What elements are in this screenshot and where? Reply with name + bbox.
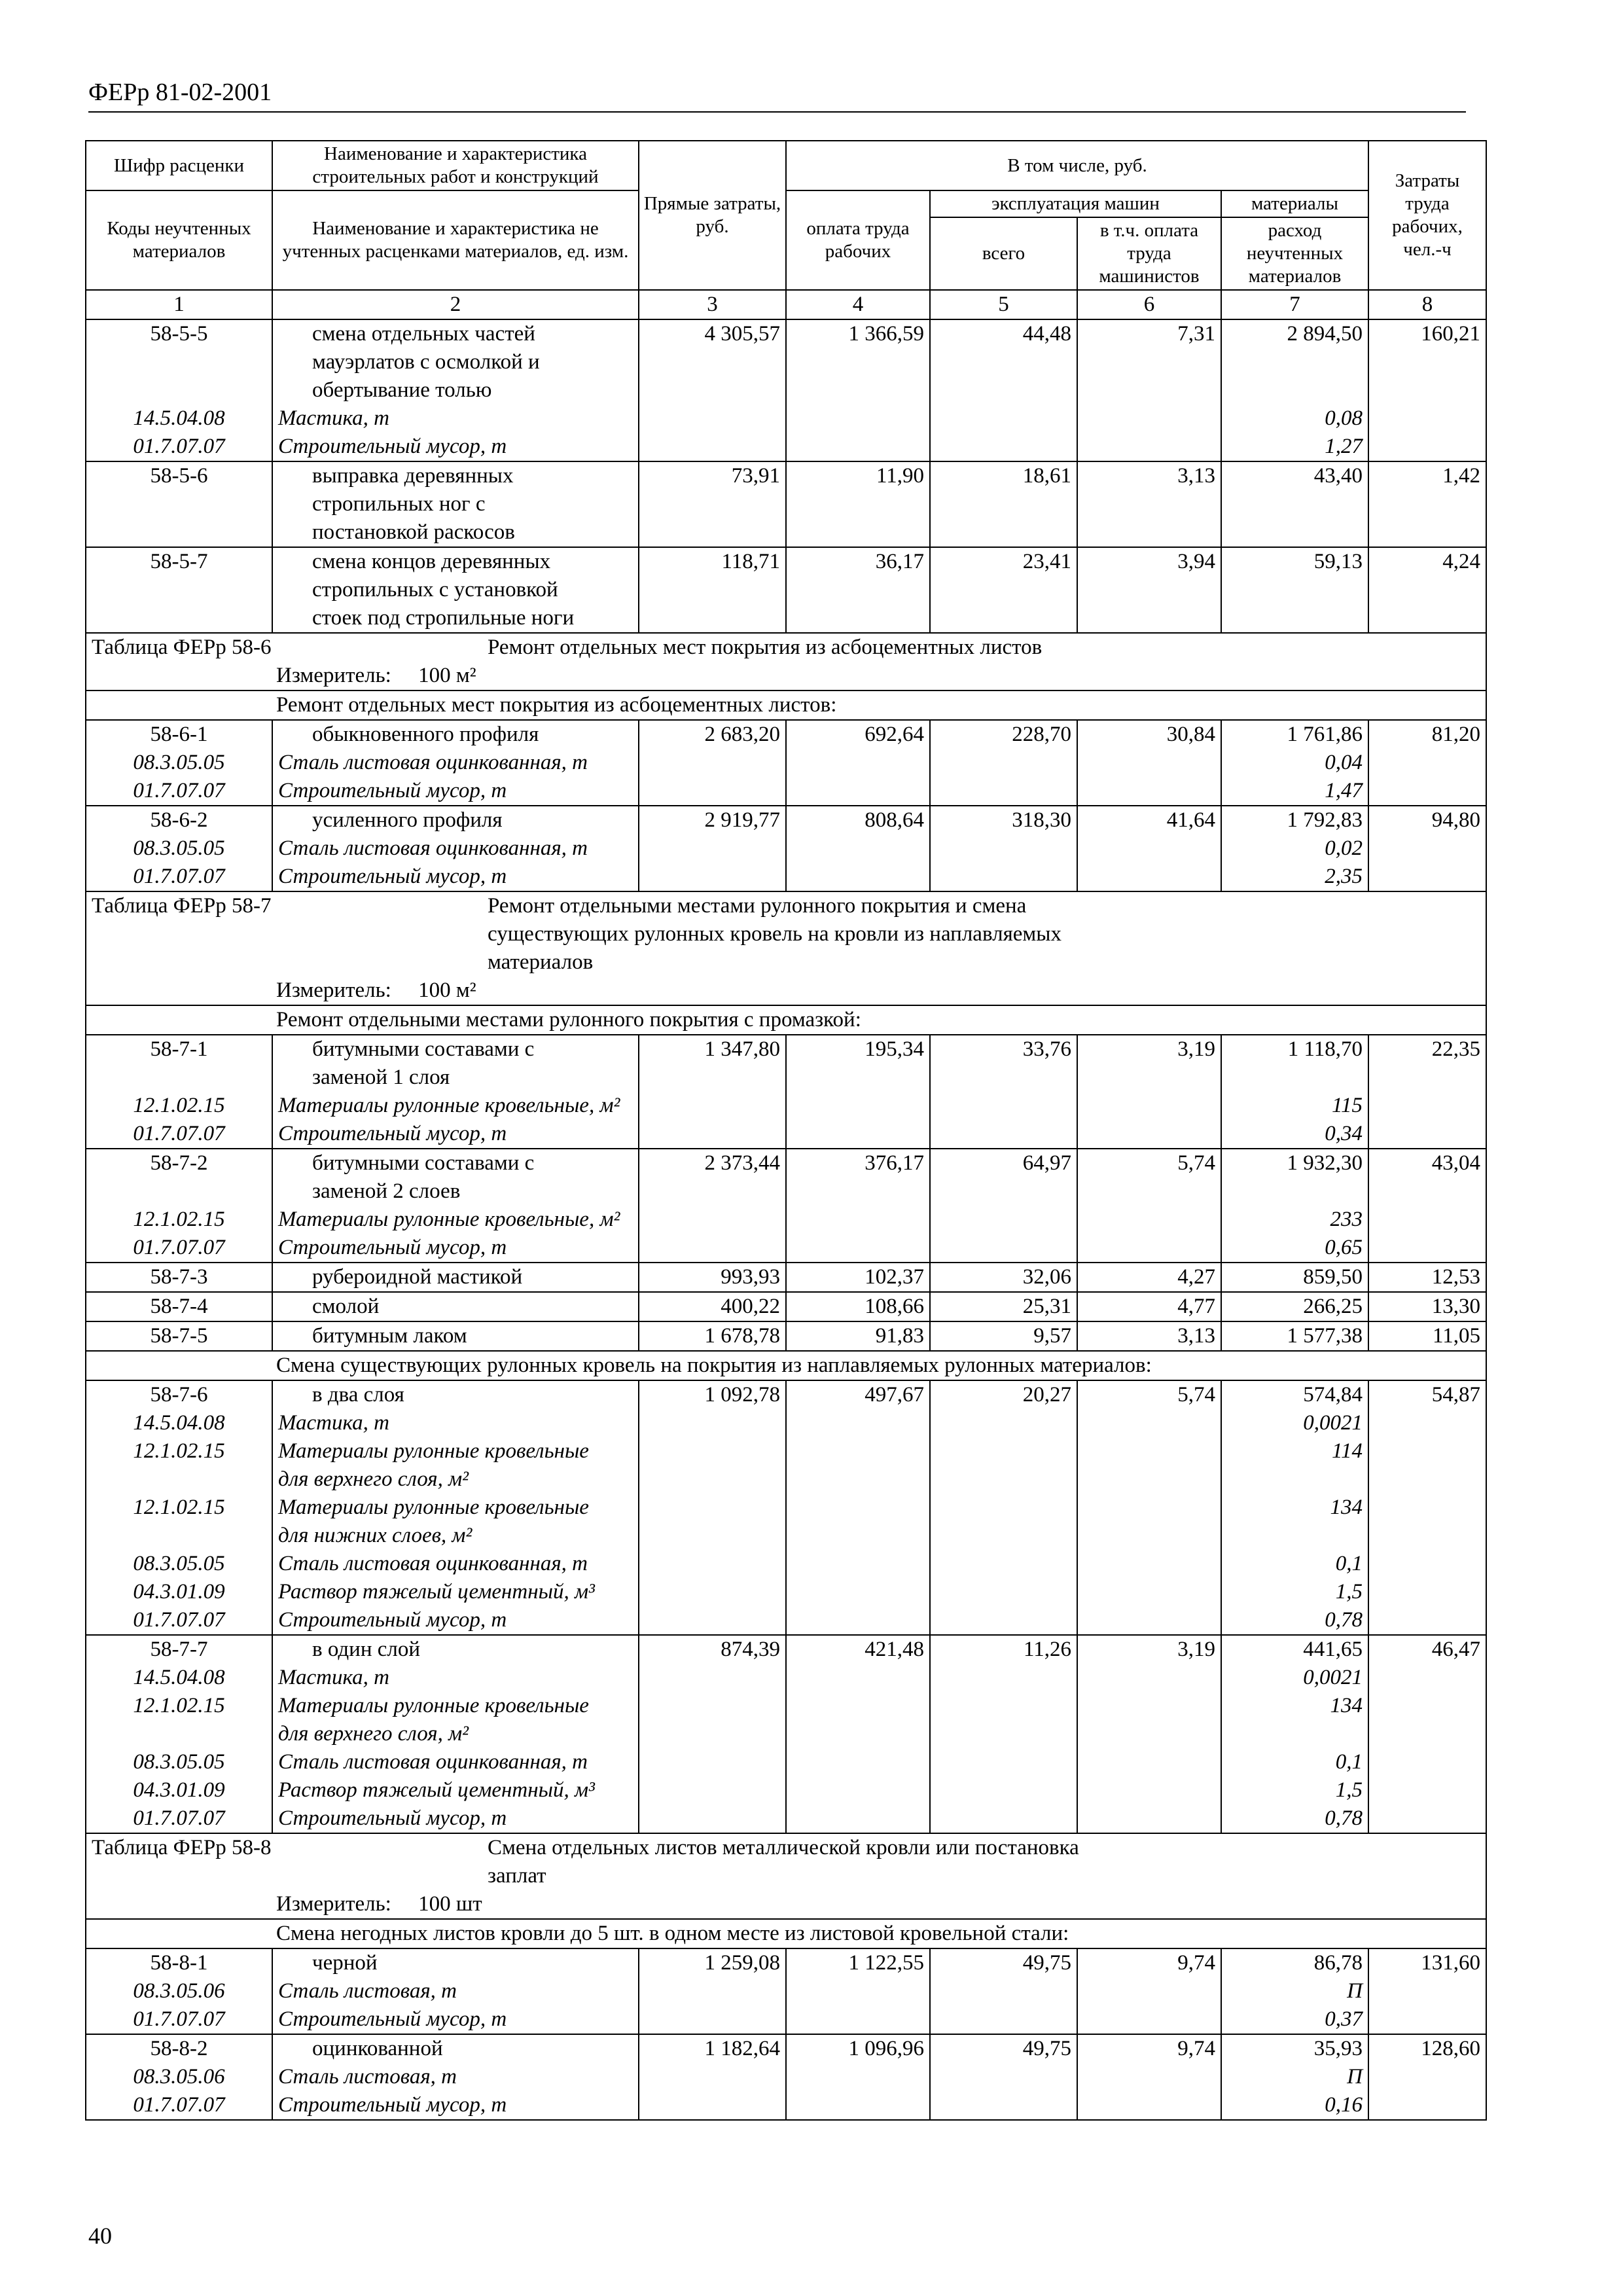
work-name: рубероидной мастикой [272, 1263, 639, 1292]
material-code: 08.3.05.05 [86, 749, 272, 777]
materials: 1 577,38 [1221, 1321, 1368, 1351]
col-header-8: Затраты труда рабочих, чел.-ч [1368, 141, 1486, 290]
table-title-row [86, 891, 1486, 977]
material-name: Строительный мусор, т [272, 1234, 639, 1263]
material-code: 12.1.02.15 [86, 1494, 272, 1550]
labor-hours: 131,60 [1368, 1948, 1486, 1977]
material-name: Сталь листовая оцинкованная, т [272, 1748, 639, 1776]
material-code: 01.7.07.07 [86, 777, 272, 806]
rate-code: 58-6-2 [86, 806, 272, 834]
labor-pay: 497,67 [786, 1380, 930, 1409]
col-num: 1 [86, 290, 272, 319]
direct-cost: 1 347,80 [639, 1035, 786, 1092]
materials: 1 118,70 [1221, 1035, 1368, 1092]
labor-hours: 54,87 [1368, 1380, 1486, 1409]
col-num: 4 [786, 290, 930, 319]
materials: 1 761,86 [1221, 720, 1368, 749]
rate-code: 58-6-1 [86, 720, 272, 749]
header-row-1 [86, 141, 1486, 190]
table-row [86, 1635, 1486, 1664]
machine-total: 32,06 [930, 1263, 1077, 1292]
labor-pay: 108,66 [786, 1292, 930, 1321]
material-qty: 0,08 [1221, 404, 1368, 433]
labor-pay: 1 122,55 [786, 1948, 930, 1977]
col-num: 5 [930, 290, 1077, 319]
materials: 86,78 [1221, 1948, 1368, 1977]
work-name: битумным лаком [272, 1321, 639, 1351]
material-qty: 0,34 [1221, 1120, 1368, 1149]
material-row [86, 2005, 1486, 2034]
material-qty: 0,0021 [1221, 1409, 1368, 1437]
material-name: Строительный мусор, т [272, 1606, 639, 1635]
table-title-row [86, 1833, 1486, 1890]
material-name: Материалы рулонные кровельные для верхнего слоя, м² [272, 1437, 639, 1494]
material-code: 12.1.02.15 [86, 1206, 272, 1234]
material-name: Строительный мусор, т [272, 2091, 639, 2120]
table-row [86, 1380, 1486, 1409]
labor-hours: 11,05 [1368, 1321, 1486, 1351]
rate-code: 58-7-2 [86, 1149, 272, 1206]
materials: 1 792,83 [1221, 806, 1368, 834]
rate-code: 58-7-7 [86, 1635, 272, 1664]
labor-pay: 11,90 [786, 461, 930, 547]
table-row [86, 1035, 1486, 1092]
work-name: смена концов деревянных стропильных с установкой стоек под стропильные ноги [272, 547, 639, 633]
machinist-pay: 3,94 [1077, 547, 1221, 633]
material-row [86, 1776, 1486, 1804]
table-title: Ремонт отдельных мест покрытия из асбоцементных листов [488, 636, 1043, 659]
table-row [86, 1292, 1486, 1321]
material-code: 12.1.02.15 [86, 1692, 272, 1748]
material-row [86, 433, 1486, 461]
direct-cost: 73,91 [639, 461, 786, 547]
machinist-pay: 3,19 [1077, 1035, 1221, 1092]
machine-total: 49,75 [930, 2034, 1077, 2063]
material-row [86, 404, 1486, 433]
material-code: 12.1.02.15 [86, 1092, 272, 1120]
machinist-pay: 5,74 [1077, 1380, 1221, 1409]
material-row [86, 1234, 1486, 1263]
labor-hours: 46,47 [1368, 1635, 1486, 1664]
col-header-mach: эксплуатация машин [930, 190, 1221, 217]
section-title: Смена негодных листов кровли до 5 шт. в одном месте из листовой кровельной стали: [86, 1919, 1486, 1948]
direct-cost: 1 678,78 [639, 1321, 786, 1351]
material-row [86, 1409, 1486, 1437]
material-code: 01.7.07.07 [86, 1606, 272, 1635]
labor-pay: 808,64 [786, 806, 930, 834]
material-qty: 0,04 [1221, 749, 1368, 777]
material-row [86, 1120, 1486, 1149]
col-num: 7 [1221, 290, 1368, 319]
table-label: Таблица ФЕРр 58-7 [92, 894, 272, 918]
labor-hours: 13,30 [1368, 1292, 1486, 1321]
col-header-4: оплата труда рабочих [786, 190, 930, 290]
machine-total: 23,41 [930, 547, 1077, 633]
machinist-pay: 3,13 [1077, 1321, 1221, 1351]
rate-code: 58-5-7 [86, 547, 272, 633]
material-row [86, 2063, 1486, 2091]
material-name: Сталь листовая, т [272, 2063, 639, 2091]
labor-hours: 4,24 [1368, 547, 1486, 633]
machine-total: 25,31 [930, 1292, 1077, 1321]
material-code: 12.1.02.15 [86, 1437, 272, 1494]
material-name: Сталь листовая оцинкованная, т [272, 834, 639, 863]
labor-pay: 1 096,96 [786, 2034, 930, 2063]
work-name: в два слоя [272, 1380, 639, 1409]
col-header-1a: Шифр расценки [86, 141, 272, 190]
material-qty: 0,16 [1221, 2091, 1368, 2120]
machine-total: 318,30 [930, 806, 1077, 834]
material-qty: 114 [1221, 1437, 1368, 1494]
material-qty: 1,27 [1221, 433, 1368, 461]
material-name: Материалы рулонные кровельные, м² [272, 1092, 639, 1120]
material-code: 04.3.01.09 [86, 1776, 272, 1804]
material-code: 14.5.04.08 [86, 1409, 272, 1437]
materials: 59,13 [1221, 547, 1368, 633]
material-qty: 0,1 [1221, 1550, 1368, 1578]
material-code: 04.3.01.09 [86, 1578, 272, 1606]
direct-cost: 993,93 [639, 1263, 786, 1292]
table-row [86, 2034, 1486, 2063]
work-name: усиленного профиля [272, 806, 639, 834]
material-qty: 115 [1221, 1092, 1368, 1120]
machinist-pay: 7,31 [1077, 319, 1221, 404]
table-row [86, 1948, 1486, 1977]
materials: 2 894,50 [1221, 319, 1368, 404]
table-title: Смена отдельных листов металлической кровли или постановка заплат [488, 1836, 1079, 1888]
labor-hours: 81,20 [1368, 720, 1486, 749]
rate-code: 58-5-5 [86, 319, 272, 404]
material-row [86, 1977, 1486, 2005]
machinist-pay: 4,77 [1077, 1292, 1221, 1321]
material-code: 14.5.04.08 [86, 404, 272, 433]
col-header-1b: Коды неучтенных материалов [86, 190, 272, 290]
material-qty: 1,5 [1221, 1776, 1368, 1804]
direct-cost: 874,39 [639, 1635, 786, 1664]
machine-total: 49,75 [930, 1948, 1077, 1977]
col-num: 2 [272, 290, 639, 319]
table-row [86, 1263, 1486, 1292]
machinist-pay: 41,64 [1077, 806, 1221, 834]
rate-code: 58-8-1 [86, 1948, 272, 1977]
machine-total: 33,76 [930, 1035, 1077, 1092]
material-row [86, 1606, 1486, 1635]
rates-table [85, 140, 1487, 2121]
material-row [86, 1494, 1486, 1550]
material-qty: 0,78 [1221, 1804, 1368, 1833]
material-code: 01.7.07.07 [86, 1120, 272, 1149]
direct-cost: 4 305,57 [639, 319, 786, 404]
page-header: ФЕРр 81-02-2001 [88, 79, 1466, 113]
material-qty: 134 [1221, 1494, 1368, 1550]
labor-pay: 421,48 [786, 1635, 930, 1664]
material-qty: 0,1 [1221, 1748, 1368, 1776]
section-row [86, 1351, 1486, 1380]
material-name: Сталь листовая оцинкованная, т [272, 749, 639, 777]
rate-code: 58-7-1 [86, 1035, 272, 1092]
material-row [86, 2091, 1486, 2120]
material-name: Материалы рулонные кровельные, м² [272, 1206, 639, 1234]
material-qty: П [1221, 2063, 1368, 2091]
machine-total: 44,48 [930, 319, 1077, 404]
labor-pay: 692,64 [786, 720, 930, 749]
materials: 35,93 [1221, 2034, 1368, 2063]
col-header-7: расход неучтенных материалов [1221, 217, 1368, 290]
machine-total: 228,70 [930, 720, 1077, 749]
work-name: битумными составами с заменой 1 слоя [272, 1035, 639, 1092]
section-title: Ремонт отдельных мест покрытия из асбоцементных листов: [86, 691, 1486, 720]
table-row [86, 1321, 1486, 1351]
rate-code: 58-7-3 [86, 1263, 272, 1292]
material-code: 01.7.07.07 [86, 2005, 272, 2034]
machinist-pay: 3,13 [1077, 461, 1221, 547]
labor-hours: 1,42 [1368, 461, 1486, 547]
machinist-pay: 3,19 [1077, 1635, 1221, 1664]
material-name: Строительный мусор, т [272, 1804, 639, 1833]
material-code: 08.3.05.05 [86, 834, 272, 863]
table-row [86, 806, 1486, 834]
table-row [86, 319, 1486, 404]
material-name: Строительный мусор, т [272, 777, 639, 806]
work-name: битумными составами с заменой 2 слоев [272, 1149, 639, 1206]
labor-pay: 195,34 [786, 1035, 930, 1092]
labor-hours: 94,80 [1368, 806, 1486, 834]
col-header-3: Прямые затраты, руб. [639, 141, 786, 290]
materials: 1 932,30 [1221, 1149, 1368, 1206]
measure-value: 100 шт [418, 1892, 482, 1916]
material-row [86, 1578, 1486, 1606]
materials: 859,50 [1221, 1263, 1368, 1292]
work-name: черной [272, 1948, 639, 1977]
table-row [86, 720, 1486, 749]
materials: 43,40 [1221, 461, 1368, 547]
table-row [86, 1149, 1486, 1206]
material-row [86, 1092, 1486, 1120]
direct-cost: 1 182,64 [639, 2034, 786, 2063]
measure-row [86, 977, 1486, 1005]
material-qty: 0,65 [1221, 1234, 1368, 1263]
col-header-2b: Наименование и характеристика не учтенных расценками материалов, ед. изм. [272, 190, 639, 290]
labor-hours: 22,35 [1368, 1035, 1486, 1092]
labor-pay: 376,17 [786, 1149, 930, 1206]
table-label: Таблица ФЕРр 58-8 [92, 1836, 272, 1859]
material-name: Строительный мусор, т [272, 1120, 639, 1149]
header-row-2 [86, 190, 1486, 217]
col-header-2a: Наименование и характеристика строительных работ и конструкций [272, 141, 639, 190]
material-code: 01.7.07.07 [86, 1234, 272, 1263]
direct-cost: 400,22 [639, 1292, 786, 1321]
material-name: Мастика, т [272, 1664, 639, 1692]
direct-cost: 2 683,20 [639, 720, 786, 749]
column-numbers-row [86, 290, 1486, 319]
materials: 441,65 [1221, 1635, 1368, 1664]
material-qty: 0,0021 [1221, 1664, 1368, 1692]
table-row [86, 461, 1486, 547]
table-label: Таблица ФЕРр 58-6 [92, 636, 272, 659]
measure-row [86, 662, 1486, 691]
table-title: Ремонт отдельными местами рулонного покрытия и смена существующих рулонных кровель на кровли из наплавляемых материалов [488, 894, 1061, 974]
material-name: Строительный мусор, т [272, 863, 639, 891]
rate-code: 58-7-6 [86, 1380, 272, 1409]
section-row [86, 1919, 1486, 1948]
work-name: обыкновенного профиля [272, 720, 639, 749]
machine-total: 11,26 [930, 1635, 1077, 1664]
rate-code: 58-7-4 [86, 1292, 272, 1321]
machine-total: 64,97 [930, 1149, 1077, 1206]
section-title: Смена существующих рулонных кровель на покрытия из наплавляемых рулонных материалов: [86, 1351, 1486, 1380]
measure-label: Измеритель: [276, 1892, 391, 1916]
material-row [86, 1206, 1486, 1234]
material-name: Раствор тяжелый цементный, м³ [272, 1578, 639, 1606]
section-row [86, 1005, 1486, 1035]
labor-hours: 12,53 [1368, 1263, 1486, 1292]
materials: 574,84 [1221, 1380, 1368, 1409]
machinist-pay: 5,74 [1077, 1149, 1221, 1206]
material-qty: 1,47 [1221, 777, 1368, 806]
work-name: в один слой [272, 1635, 639, 1664]
machine-total: 20,27 [930, 1380, 1077, 1409]
measure-value: 100 м² [418, 664, 476, 687]
material-row [86, 1748, 1486, 1776]
labor-pay: 102,37 [786, 1263, 930, 1292]
machine-total: 18,61 [930, 461, 1077, 547]
direct-cost: 2 373,44 [639, 1149, 786, 1206]
direct-cost: 118,71 [639, 547, 786, 633]
material-name: Мастика, т [272, 404, 639, 433]
machinist-pay: 9,74 [1077, 2034, 1221, 2063]
rate-code: 58-8-2 [86, 2034, 272, 2063]
col-header-mat: материалы [1221, 190, 1368, 217]
col-num: 3 [639, 290, 786, 319]
col-num: 6 [1077, 290, 1221, 319]
material-row [86, 749, 1486, 777]
material-name: Материалы рулонные кровельные для нижних слоев, м² [272, 1494, 639, 1550]
direct-cost: 1 092,78 [639, 1380, 786, 1409]
col-header-5: всего [930, 217, 1077, 290]
rate-code: 58-7-5 [86, 1321, 272, 1351]
table-title-row [86, 633, 1486, 662]
col-num: 8 [1368, 290, 1486, 319]
direct-cost: 1 259,08 [639, 1948, 786, 1977]
material-qty: 1,5 [1221, 1578, 1368, 1606]
material-qty: 233 [1221, 1206, 1368, 1234]
measure-label: Измеритель: [276, 978, 391, 1002]
material-code: 01.7.07.07 [86, 2091, 272, 2120]
material-qty: 0,02 [1221, 834, 1368, 863]
work-name: оцинкованной [272, 2034, 639, 2063]
machinist-pay: 30,84 [1077, 720, 1221, 749]
table-row [86, 547, 1486, 633]
measure-value: 100 м² [418, 978, 476, 1002]
direct-cost: 2 919,77 [639, 806, 786, 834]
section-row [86, 691, 1486, 720]
page-number: 40 [88, 2223, 112, 2249]
material-row [86, 777, 1486, 806]
labor-hours: 43,04 [1368, 1149, 1486, 1206]
measure-row [86, 1890, 1486, 1919]
machinist-pay: 9,74 [1077, 1948, 1221, 1977]
material-row [86, 1692, 1486, 1748]
material-row [86, 834, 1486, 863]
material-row [86, 1804, 1486, 1833]
labor-pay: 36,17 [786, 547, 930, 633]
labor-hours: 160,21 [1368, 319, 1486, 404]
material-qty: 2,35 [1221, 863, 1368, 891]
material-row [86, 863, 1486, 891]
machine-total: 9,57 [930, 1321, 1077, 1351]
labor-pay: 1 366,59 [786, 319, 930, 404]
material-code: 08.3.05.06 [86, 1977, 272, 2005]
material-name: Материалы рулонные кровельные для верхнего слоя, м² [272, 1692, 639, 1748]
rate-code: 58-5-6 [86, 461, 272, 547]
material-row [86, 1550, 1486, 1578]
labor-hours: 128,60 [1368, 2034, 1486, 2063]
section-title: Ремонт отдельными местами рулонного покрытия с промазкой: [86, 1005, 1486, 1035]
work-name: выправка деревянных стропильных ног с постановкой раскосов [272, 461, 639, 547]
material-name: Строительный мусор, т [272, 433, 639, 461]
material-code: 01.7.07.07 [86, 863, 272, 891]
material-name: Мастика, т [272, 1409, 639, 1437]
materials: 266,25 [1221, 1292, 1368, 1321]
measure-label: Измеритель: [276, 664, 391, 687]
material-name: Сталь листовая, т [272, 1977, 639, 2005]
labor-pay: 91,83 [786, 1321, 930, 1351]
machinist-pay: 4,27 [1077, 1263, 1221, 1292]
work-name: смолой [272, 1292, 639, 1321]
material-name: Сталь листовая оцинкованная, т [272, 1550, 639, 1578]
material-row [86, 1437, 1486, 1494]
material-code: 08.3.05.06 [86, 2063, 272, 2091]
material-name: Строительный мусор, т [272, 2005, 639, 2034]
material-code: 08.3.05.05 [86, 1550, 272, 1578]
col-header-incl: В том числе, руб. [786, 141, 1368, 190]
material-qty: П [1221, 1977, 1368, 2005]
material-code: 01.7.07.07 [86, 433, 272, 461]
material-name: Раствор тяжелый цементный, м³ [272, 1776, 639, 1804]
material-code: 01.7.07.07 [86, 1804, 272, 1833]
col-header-6: в т.ч. оплата труда машинистов [1077, 217, 1221, 290]
material-code: 14.5.04.08 [86, 1664, 272, 1692]
material-qty: 134 [1221, 1692, 1368, 1748]
material-qty: 0,37 [1221, 2005, 1368, 2034]
work-name: смена отдельных частей мауэрлатов с осмолкой и обертывание толью [272, 319, 639, 404]
material-qty: 0,78 [1221, 1606, 1368, 1635]
material-row [86, 1664, 1486, 1692]
material-code: 08.3.05.05 [86, 1748, 272, 1776]
